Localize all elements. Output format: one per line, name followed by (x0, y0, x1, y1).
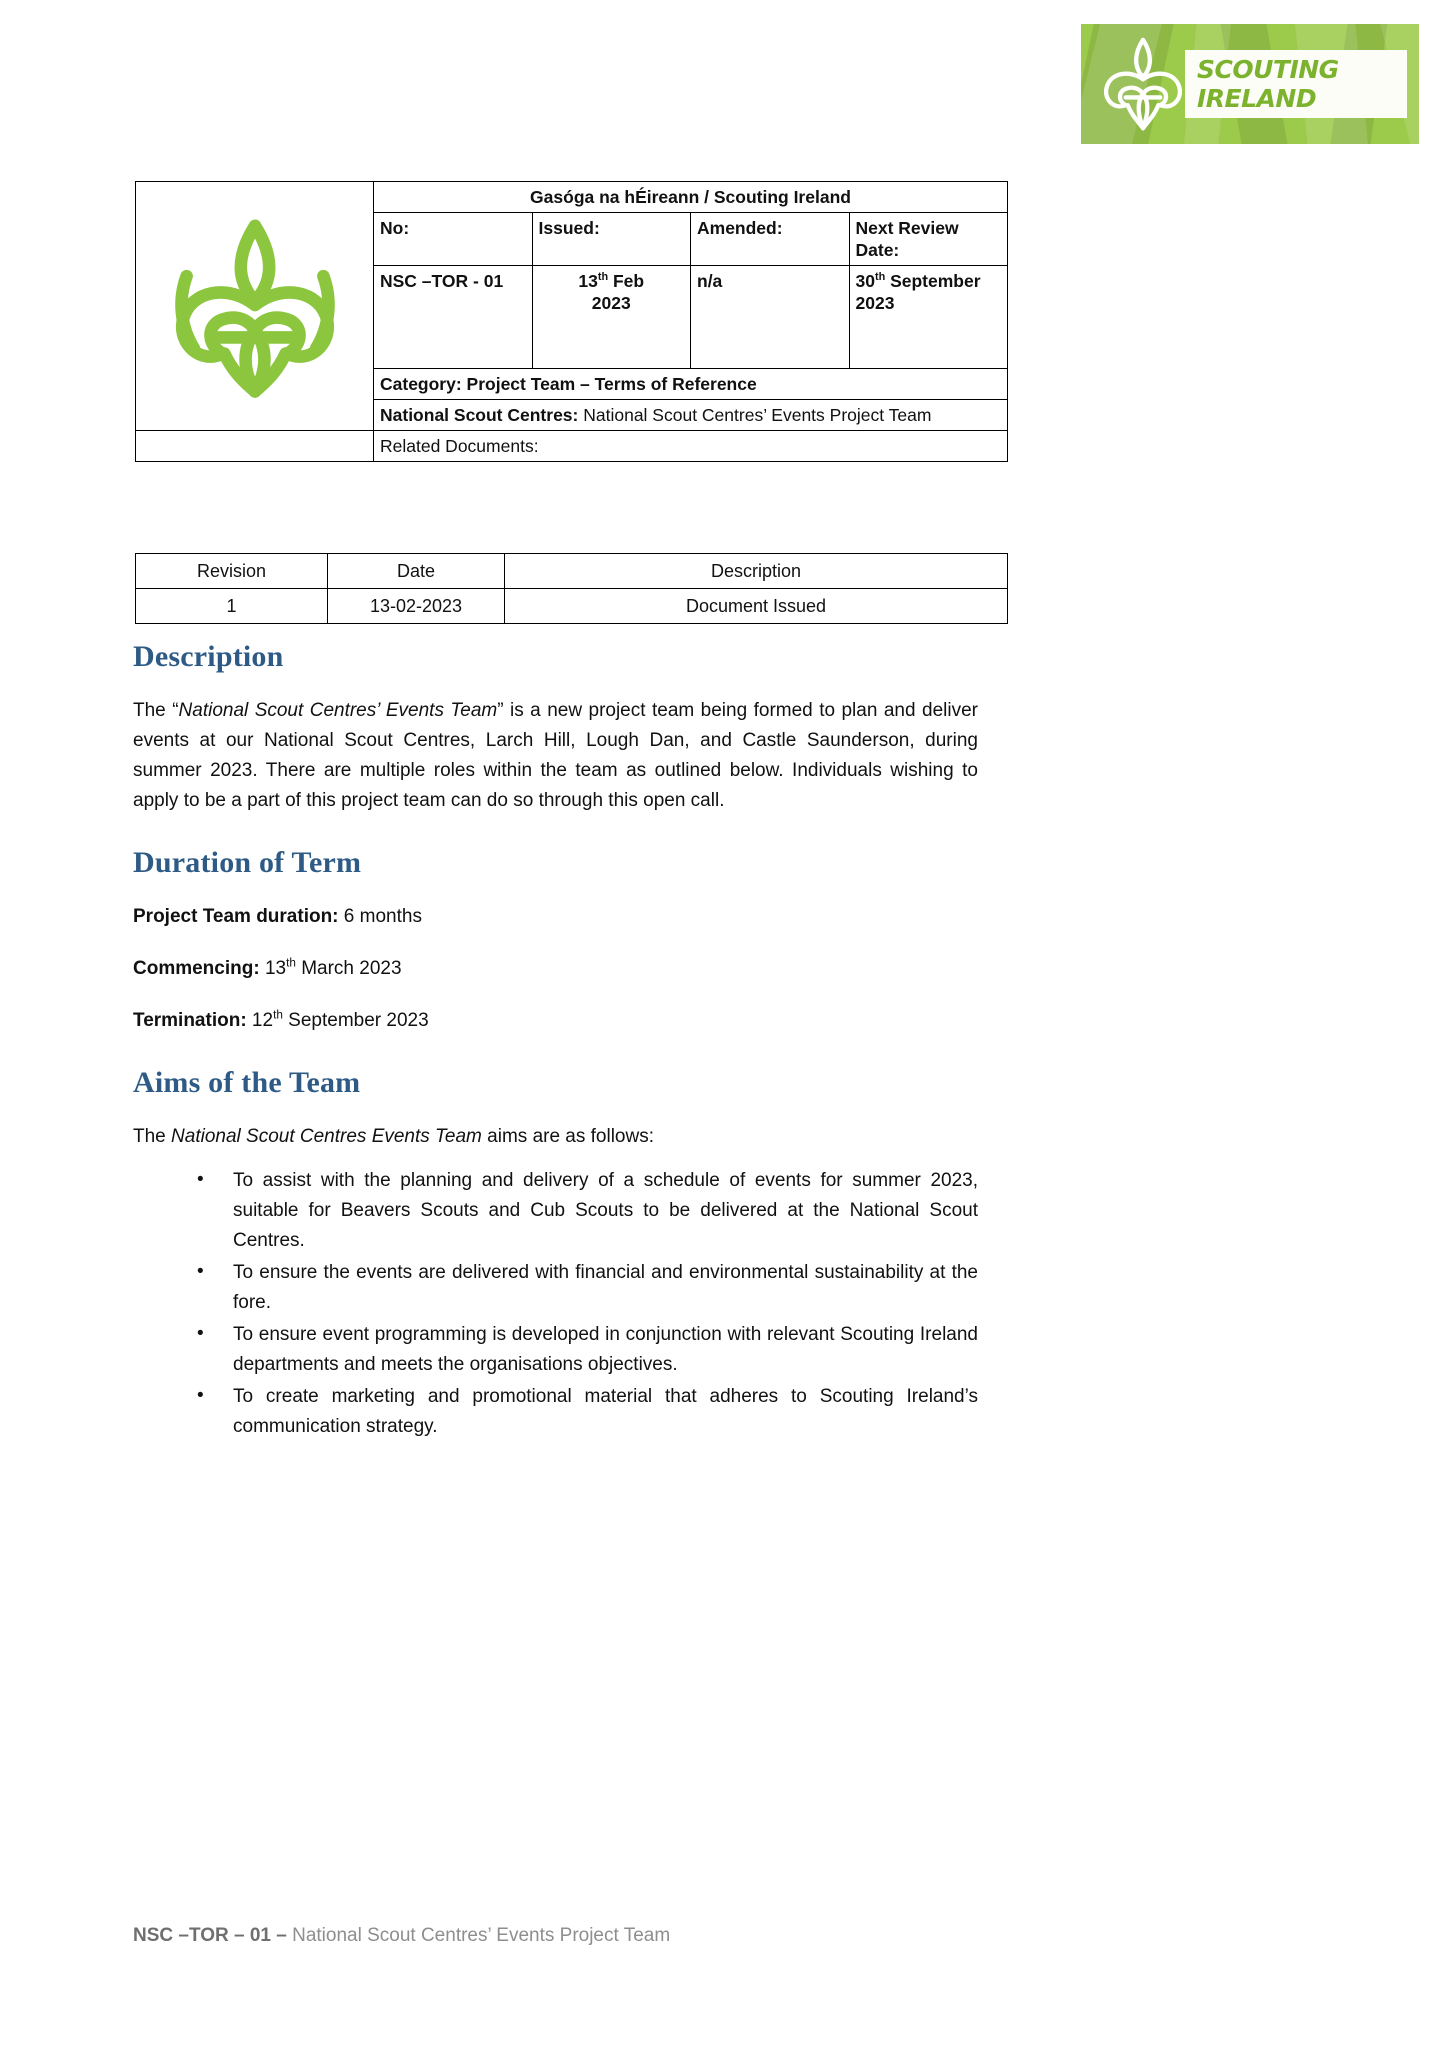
value-next-review-day: 30 (855, 271, 875, 291)
aims-lead-paragraph (133, 1122, 978, 1152)
cell-description: Document Issued (505, 589, 1008, 624)
label-issued: Issued: (532, 213, 691, 266)
value-next-review-rest: September 2023 (855, 271, 981, 313)
table-row (136, 589, 1008, 624)
label-amended: Amended: (691, 213, 850, 266)
duration-label-0: Project Team duration: (133, 906, 339, 927)
value-no (374, 266, 533, 369)
footer-document-title: National Scout Centres’ Events Project Team (286, 1925, 671, 1946)
description-post: ” is a new project team being formed to plan and deliver events at our National Scout Centres, Larch Hill, Lough Dan, and Castle Saunderson, during summer 2023. There are multiple roles within the team as outlined below. Individuals wishing to apply to be a part of this project team can do so through this open call. (133, 700, 978, 811)
page-footer (133, 1923, 1033, 1949)
value-next-review-ordinal: th (874, 271, 886, 284)
duration-value-after-2: September 2023 (282, 1010, 429, 1031)
list-item: • To create marketing and promotional material that adheres to Scouting Ireland’s communication strategy. (197, 1382, 978, 1442)
description-pre: The “ (133, 700, 179, 721)
label-no: No: (374, 213, 533, 266)
duration-value-after-1: March 2023 (295, 958, 402, 979)
aims-list (133, 1166, 978, 1442)
label-next-review-date: Next Review Date: (849, 213, 1008, 266)
table-row (136, 431, 1008, 462)
value-amended (691, 266, 850, 369)
duration-sup-2: th (273, 1008, 283, 1022)
duration-item-project-team-duration (133, 902, 978, 932)
cell-date: 13-02-2023 (328, 589, 505, 624)
aims-lead-pre: The (133, 1126, 172, 1147)
fleur-de-lis-emblem-icon (165, 210, 345, 400)
nsc-label: National Scout Centres: (380, 405, 579, 425)
footer-document-id: NSC –TOR – 01 – (133, 1925, 287, 1946)
heading-duration-of-term: Duration of Term (133, 846, 362, 879)
heading-aims-of-the-team: Aims of the Team (133, 1066, 361, 1099)
column-header-revision: Revision (136, 554, 328, 589)
fleur-de-lis-icon (1095, 34, 1191, 134)
table-row (136, 182, 1008, 213)
list-item: • To ensure event programming is developed in conjunction with relevant Scouting Ireland departments and meets the organisations objectives. (197, 1320, 978, 1380)
related-documents-cell: Related Documents: (374, 431, 1008, 462)
scouting-ireland-logo-banner (1081, 24, 1419, 144)
nsc-value: National Scout Centres’ Events Project Team (578, 405, 932, 425)
list-item: • To ensure the events are delivered with financial and environmental sustainability at the fore. (197, 1258, 978, 1318)
logo-line-1: SCOUTING (1197, 55, 1339, 84)
duration-item-commencing (133, 954, 978, 984)
value-issued-day: 13 (578, 271, 598, 291)
value-next-review-date (849, 266, 1008, 369)
description-paragraph (133, 696, 978, 816)
document-header-table (135, 181, 1008, 462)
duration-label-2: Termination: (133, 1010, 247, 1031)
value-amended-text: n/a (697, 271, 723, 291)
duration-value-1: 13 (259, 958, 287, 979)
aims-lead-emphasis: National Scout Centres Events Team (171, 1126, 482, 1147)
document-body (133, 640, 978, 1444)
cell-revision: 1 (136, 589, 328, 624)
revision-history-table (135, 553, 1008, 624)
column-header-description: Description (505, 554, 1008, 589)
category-cell: Category: Project Team – Terms of Reference (374, 369, 1008, 400)
duration-value-0: 6 months (338, 906, 422, 927)
duration-value-2: 12 (246, 1010, 274, 1031)
national-scout-centres-cell (374, 400, 1008, 431)
value-no-text: NSC –TOR - 01 (380, 271, 504, 291)
list-item: • To assist with the planning and delivery of a schedule of events for summer 2023, suitable for Beavers Scouts and Cub Scouts to be delivered at the National Scout Centres. (197, 1166, 978, 1256)
logo-line-2: IRELAND (1197, 84, 1317, 113)
column-header-date: Date (328, 554, 505, 589)
aims-lead-post: aims are as follows: (481, 1126, 655, 1147)
heading-description: Description (133, 640, 284, 673)
duration-sup-1: th (286, 956, 296, 970)
org-title-cell: Gasóga na hÉireann / Scouting Ireland (374, 182, 1008, 213)
value-issued-ordinal: th (597, 271, 609, 284)
duration-item-termination (133, 1006, 978, 1036)
logo-cell-spacer (136, 431, 374, 462)
value-issued-month: Feb (608, 271, 645, 291)
logo-cell (136, 182, 374, 431)
value-issued-year: 2023 (591, 293, 631, 313)
duration-label-1: Commencing: (133, 958, 260, 979)
description-emphasis: National Scout Centres’ Events Team (178, 700, 498, 721)
value-issued (532, 266, 691, 369)
logo-wordmark (1185, 50, 1407, 118)
table-header-row (136, 554, 1008, 589)
